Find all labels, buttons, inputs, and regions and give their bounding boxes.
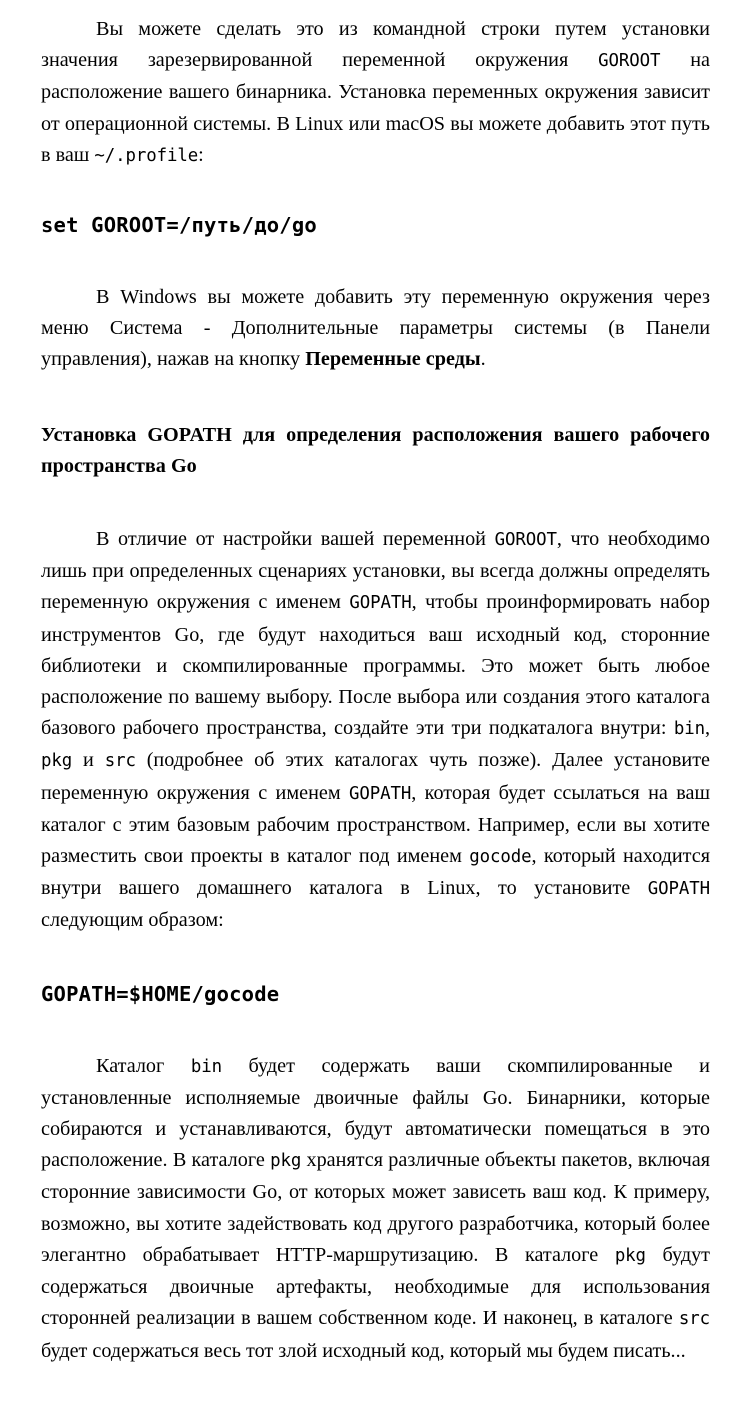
vertical-spacer <box>41 376 710 420</box>
text-run: Каталог <box>96 1054 191 1077</box>
text-run: будет содержаться весь тот злой исходный код, который мы будем писать... <box>41 1339 686 1362</box>
text-run: Вы можете сделать это из командной строки путем установки значения зарезервированной переменной окружения <box>41 18 710 72</box>
text-run: , чтобы проинформировать набор инструментов Go, где будут находиться ваш исходный код, сторонние библиотеки и скомпилированные программы. Это может быть любое расположение по вашему выбору. После выбора или создания этого каталога базового рабочего пространства, создайте эти три подкаталога внутри: <box>41 591 710 740</box>
text-run: , который находится внутри вашего домашнего каталога в Linux, то установите <box>41 845 710 900</box>
document-body <box>41 14 710 1367</box>
vertical-spacer <box>41 937 710 979</box>
text-run: : <box>198 143 204 166</box>
vertical-spacer <box>41 1009 710 1051</box>
inline-code: GOPATH <box>349 783 412 804</box>
text-run: следующим образом: <box>41 909 224 932</box>
code-set-goroot: set GOROOT=/путь/до/go <box>41 213 317 238</box>
inline-code: GOROOT <box>494 530 557 551</box>
inline-code: src <box>104 751 136 772</box>
paragraph-gopath-explained <box>41 524 710 937</box>
inline-code: src <box>678 1309 710 1330</box>
paragraph-windows-env <box>41 282 710 376</box>
text-run: . <box>480 348 486 371</box>
vertical-spacer <box>41 172 710 210</box>
text-run: В Windows вы можете добавить эту переменную окружения через меню Система - Дополнительные параметры системы (в Панели управления), нажав на кнопку <box>41 286 710 371</box>
inline-code: GOROOT <box>598 51 661 72</box>
text-run: хранятся различные объекты пакетов, включая сторонние зависимости Go, от которых может зависеть ваш код. К примеру, возможно, вы хотите задействовать код другого разработчика, который более элегантно обрабатывает HTTP-маршрутизацию. В каталоге <box>41 1149 710 1266</box>
text-run: будут содержаться двоичные артефакты, необходимые для использования сторонней реализации в вашем собственном коде. И наконец, в каталоге <box>41 1243 711 1330</box>
paragraph-bin-pkg-src <box>41 1051 710 1367</box>
heading-gopath: Установка GOPATH для определения расположения вашего рабочего пространства Go <box>41 423 710 477</box>
text-run: будет содержать ваши скомпилированные и установленные исполняемые двоичные файлы Go. Бинарники, которые собираются и устанавливаются, будут автоматически помещаться в это расположение. В каталоге <box>41 1054 710 1172</box>
inline-code: bin <box>190 1056 222 1077</box>
code-gopath-home: GOPATH=$HOME/gocode <box>41 981 280 1006</box>
text-run: , что необходимо лишь при определенных сценариях установки, вы всегда должны определять переменную окружения с именем <box>41 528 710 614</box>
vertical-spacer <box>41 482 710 524</box>
vertical-spacer <box>41 240 710 282</box>
inline-code: GOPATH <box>647 879 710 900</box>
inline-code: pkg <box>614 1245 646 1266</box>
text-run: , <box>704 717 710 740</box>
text-run: В отличие от настройки вашей переменной <box>96 528 495 551</box>
inline-code: GOPATH <box>349 593 412 614</box>
paragraph-goroot-commandline <box>41 14 710 172</box>
inline-code: bin <box>673 719 705 740</box>
inline-code: gocode <box>469 847 532 868</box>
text-run: , которая будет ссылаться на ваш каталог с этим базовым рабочим пространством. Например, если вы хотите разместить свои проекты в каталог под именем <box>41 781 711 868</box>
emphasis-bold: Переменные среды <box>305 348 481 371</box>
inline-code: pkg <box>270 1151 302 1172</box>
inline-code: pkg <box>41 751 73 772</box>
text-run: и <box>72 749 105 772</box>
text-run: на расположение вашего бинарника. Установка переменных окружения зависит от операционной системы. В Linux или macOS вы можете добавить этот путь в ваш <box>41 49 711 166</box>
text-run: (подробнее об этих каталогах чуть позже). Далее установите переменную окружения с именем <box>41 749 710 804</box>
inline-code: ~/.profile <box>94 145 199 166</box>
